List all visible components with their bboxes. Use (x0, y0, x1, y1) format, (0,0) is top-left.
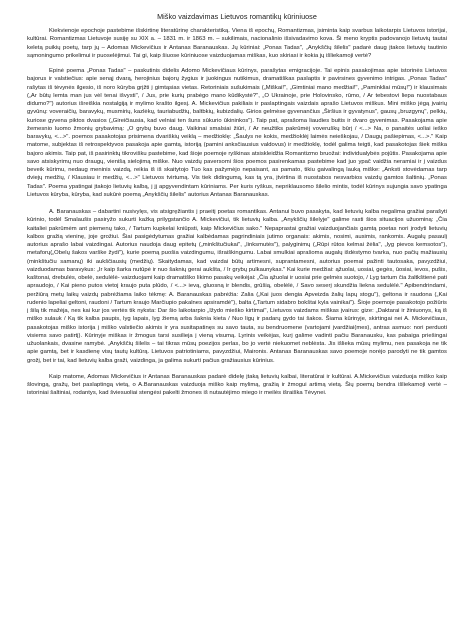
paragraph-anyksciu-silelis: A. Baranauskas – dabartini nusivylęs, vis atsigręžiantis į praeitį poetas romantikas. Antanui buvo pasakyta, kad lietuvių kalba negalima gražiai parašyti kūrinio, todėl Smalaušis pasiryžo sukurti kažką prilygstančio A. Mickevičiui, tik lietuvių kalba. „Anykščių šilelyje" galime rasti šios situacijos užuominą: „Čia kaitaliei pakrūmėm ant piemenų tako, / Tartum kupkelai kniūpsti, kaip Mickevičius sako." Nepaprastai gražiai vaizduojančiais gamtą poetas nori įrodyti lietuvių kalbos gražią vieninę, joje grožiui. Šiai pasigėdytumas gražiai kalbėdamas pagrindiniais jutimo organais: akimis, nosimi, ausimis, rankomis. Augalų pasaulį autorius aprašo labai vaizdingai. Autorius naudoja daug epitetų („minkštučiukai", „linksmutės"), palyginimų („Rūpi rūtos kelmai žėlia", „lyg pievos kemsotos"), metaforų(„Obelų šakos varške žydi"), kurie poemą puošia vaizdingumu, išraiškingumu. Labai smulkiai aprašoma augalų išdėstymo tvarka, nuo pačių mažiausių (minkštučiu samanų) iki aukščiausių (medžių). Skaitydamas, kad vaizdai būtų artimesni, suprantamesni, autorius poemai pažinti tautosaka, pavyzdžiui, vaizduodamas baravykus: „Ir kaip šarka nutūpė ir nuo šaknių gerai aukšta, / Ir grybų pulkaunykas." Kai kurie medžiai: ąžuolai, uosiai, gegės, ūosiai, ievos, pušis, kaštonai, drebulės, obelė, sedulėlė- vaizduojami kaip dramatiško likimo pasakų veikėjai: „Čia ąžuolai ir uosiai prie gelmės suotojo, / Lyg tartum čia žaltkštienė pati apraudojo, / Kai pieno putos vietoj kraujo puta plūdo, / <...> ievą, gluosną ir blendis, grūšią, obelėlė, / Savo seserį skundžia liekna sedulėlė." Apibendrindami, peržiūrą metų laikų vaizdų pabrėžiama laiko tėkmę: A. Baranauskas pabrėžia: Zalia („Kai juos dengia Apveizda žalių lapų stogu"), geltona ir raudona („Kai rudenio lapeliai geltoni, raudoni / Tartum kraujo Marčiupio pakalnes apsiramdė"), balta („Tartum sidabro bokštai kyla vainikai"). Šioje poemoje pasakotojo požiūris į šilą tik mažėja, nes kai kur jos vertės tik nyksta: Dar šio laikotarpio „Ižydo mieško kirtimai", Lietuvos vaizdams miškas įvairus: gize: „Daktarai ir žiniuonys, ką iš miško sulauk / Ką tik kalba paupis, lyg lapais, lyg žiemą arba šaknia kieta / Nuo ligų ir padarų gydo tai šakos. Šiama kūrinyje, skirtingai nei A. Mickevičiaus, pasakotojas miško istorija į miško valstiečio akimis ir yra susitapatinęs su savo tauta, su bendruomene (vartojami įvardžiai(mes), antras asmuo: nori perduoti visiems savo patirtį). Kūrinyje miškas ir žmogus tarsi susilieja į vieną visumą. Lyrinis veikėjas, kurį galime vadinti pačiu Baranausku, kas pabaiga priešingai užuolankais, dvasine ramybė. „Anykščių šilelis – tai tikras mūsų poezijos perlas, bo jo vertė niekuomet neblėsta. Jis išlieka mūsų mylimu, nes pasakoja ne tik apie gamtą, bet ir kasdienę visų tautų kultūrą. Lietuvos patriotiniams, pavyzdžiui, Maironis. Antanas Baranauskas savo poemoje norėjo parodyti ne tik gamtos grožį, bet ir tai, kad lietuvių kalba graži, vaizdinga, ja galima sukurti pačius gražiausius kūrinius. (27, 209, 447, 364)
paragraph-introduction: Kiekvienoje epochoje pastebime išskirtinę literatūrinę charakteristiką. Viena iš epochų, Romantizmas, įsiminta kaip svarbus laikotarpis Lietuvos istorijai, kultūrai. Romantizmas Lietuvoje susiję su XIX a. – 1831 m. ir 1863 m. – sukilimais, nacionalinio išsivadavimo kova. Ši meno kryptis padovanojo lietuvių tautai keletą puikių poetų, tarp jų – Adomas Mickevičius ir Antanas Baranauskas. Jų kūriniai: „Ponas Tadas", „Anykščių šilelis" padarė daug įtakos lietuvių tautinio sąmoningumo prikelimui ir puoselėjimui. Tai gi, kaip šiuose kūriniuose vaizduojamas miškas, kuo skiriasi ir kokia jų išliekamoji vertė? (27, 28, 447, 59)
document-title: Miško vaizdavimas Lietuvos romantikų kūriniuose (157, 12, 317, 21)
paragraph-conclusion: Kaip matome, Adomas Mickevičius ir Antanas Baranauskas padarė didelę įtaką lietuvių kalbai, literatūrai ir kultūrai. A.Mickevičius vaizduoja miško kaip šlovingą, gražų, bet paslaptingą vietą, o A.Baranauskas vaizduoja miško kaip mylimą, gražią ir žmogui artimą vietą. Šių poemų bendra išliekamoji vertė – istoriniai šaltiniai, rodantys, kad šviesuoliai stengėsi pakelti žmones iš nutautėjimo miego ir meilės išraiška Tėvynei. (27, 373, 447, 397)
paragraph-ponas-tadas: Epinė poema „Ponas Tadas" – paskutinis didelis Adomo Mickevičiaus kūrinys, parašytas emigracijoje. Tai epinis pasakojimas apie istorinės Lietuvos bajorus ir valstiečius: apie senąj dvarą, herojinius bajorų žygius ir juokingus nutikimus, dramatiškas paslaptis ir pavirsines gyvenimo intrigas. „Ponas Tadas" rašytas iš tėvynės ilgesio, iš noro kūryba grįžti į gimtąsias vietas. Retoriniais sušukimais („Miškai!", „Gimtiniai mano medžiai!", „Paminkliai mūsų!") ir klausimais („Ar būtų lemta man jus vėl tenai išvysti", / Jus, prie kurių prabėgo mano kūdikystė?", „O Ukrainoje, prie Holovinsko, rūmo, / Ar tebestovi liepa nuostabaus didumo?") autorius išreiškia nostalgiją ir mylimo krašto ilgesį. A. Mickevičius pakiliais ir paslaptingais vaizdais aprašo Lietuvos miškus. Mini miško jėgą įvairių gyvūnų: voveraičių, baravykų, musmirių, kazlėkų, tauriabudžių, baltbkių, kubizdalių. Girios gelmėse gyvenančius „Širšius ir gyvatynus", gausų „bruzgynų", pelkių, kuriose gyvena piktos dvasios („Gireičiausia, kad velniai ten šuns sūkurio ūkininkos"). Taip pat, aprašoma liaudies buitis ir dvaro gyvenimas. Pasakojama apie žemesnio luomo žmonių grybavimą: „O grybų buvo daug. Vaikinai smalsiai žiūri, / Ar neužtiks pakrūmėj voveruškų būrį / <...> Na, o panaitės uoliai ieško baravykų, <...>". poemos pasakotojas prisimena dvariškių veiklą – medžioklę: „Šaulys ne kokis, medžioklėj laimės neieškojau, / Daugų pašiepimas, <...>." Kaip matome, subjektas iš retrospektyvos pasakoja apie gamtą, istoriją (pamini anksčiausius valdovus) ir medžioklę, todėl galima teigti, kad pasakotojas šiek miška bajoro akimis. Taip pat, iš pasirinktų tikrovišku pastebime, kad šioje poemoje ryškinas atsiskleidžia Romantizmo bruožai: individualybės pojūtis. Pasakojama apie savo atsiskyrimų nuo draugų, vienišą sielojimą miške. Nuo vaizdų paversomi šios poemos pasirenkamas pastebime kad juo ypač vaidžia neramiai ir į vaizdus beveik kūrimu, nedaug meninis vaizdą, reikia iš iš skaitytojo Tuo kas pažymėjo nepaisant, as pamato, tikiu gaivalingą lauką miške: „Anksti stovėdamas tarp dviejų medžių, / Klausiau ir medžių, <...>" Lietuvos tvirtumą. Vis tiek didingumą, kas tą yra, įtvirtina iš nuostabos nesvarbios vaizdų gamtos šaltinių. „Ponas Tadas". Poema ypatingai įtakojo lietuvių kalbą, į jį apgyvendintam kūriniams. Per kuris ryškus, nepriklausomo šilelio mintis, todėl kūrinys sujungia savo ypatinga Lietuvos kūryba, kūryba, kad sukūrė poemą „Anykščių šilelis" autorius Antanas Baranauskas. (27, 68, 447, 198)
